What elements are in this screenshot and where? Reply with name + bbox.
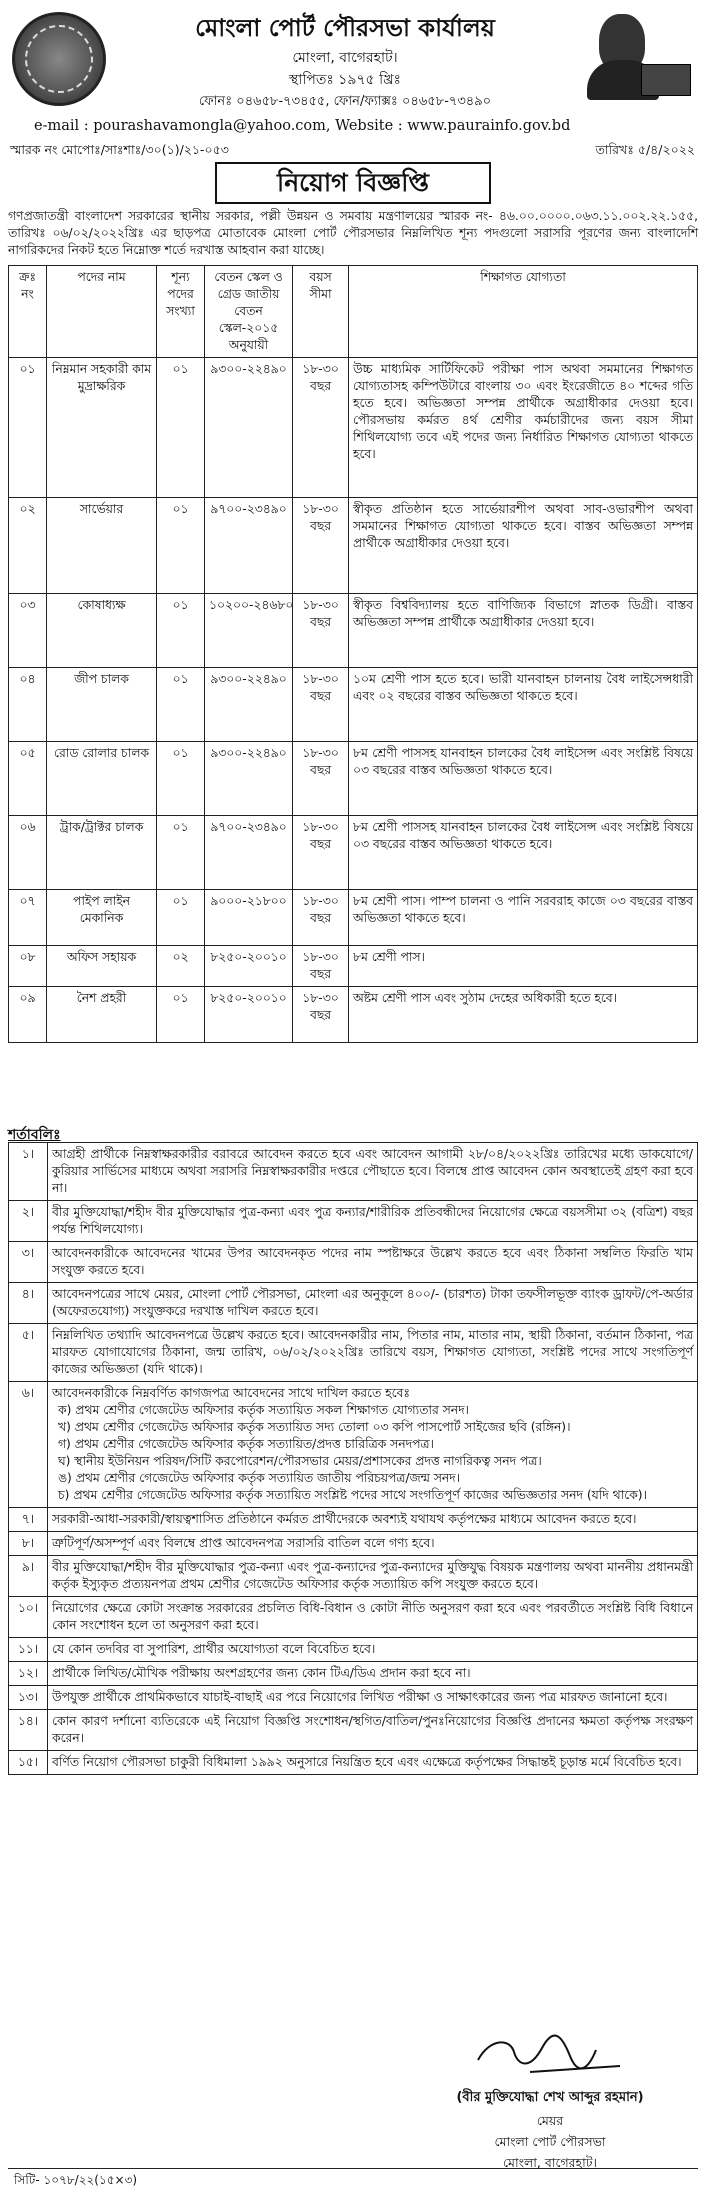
count-cell: ০১ — [157, 742, 205, 816]
conditions-heading: শর্তাবলিঃ — [8, 1127, 61, 1143]
condition-row — [9, 1143, 698, 1201]
condition-text: নিম্নলিখিত তথ্যাদি আবেদনপত্রে উল্লেখ করতে হবে। আবেদনকারীর নাম, পিতার নাম, মাতার নাম, স্থায়ী ঠিকানা, বর্তমান ঠিকানা, পত্র মারফত যোগাযোগের ঠিকানা, জন্ম তারিখ, ০৬/০২/২০২২খ্রিঃ তারিখে বয়স, শিক্ষাগত যোগ্যতা, সংশ্লিষ্ট পদের সাথে সংগতিপূর্ণ কাজের অভিজ্ঞতা (যদি থাকে)। — [48, 1324, 698, 1382]
scale-cell: ৯৩০০-২২৪৯০ — [205, 358, 293, 498]
condition-row — [9, 1283, 698, 1324]
header-scale: বেতন স্কেল ও গ্রেড জাতীয় বেতন স্কেল-২০১৫ অনুযায়ী — [205, 266, 293, 358]
scale-cell: ৮২৫০-২০০১০ — [205, 987, 293, 1043]
post-cell: ট্রাক/ট্রাক্টর চালক — [47, 816, 157, 890]
count-cell: ০১ — [157, 498, 205, 594]
mayor-signature — [470, 2030, 630, 2080]
vacancy-table — [8, 265, 698, 1043]
condition-text: নিয়োগের ক্ষেত্রে কোটা সংক্রান্ত সরকারের প্রচলিত বিধি-বিধান ও কোটা নীতি অনুসরণ করা হবে এবং পরবর্তীতে সংশ্লিষ্ট বিধি বিধানে কোন সংশোধন হলে তা অনুসরণ করা হবে। — [48, 1597, 698, 1638]
header-count: শূন্য পদের সংখ্যা — [157, 266, 205, 358]
condition-text: আবেদনকারীকে নিম্নবর্ণিত কাগজপত্র আবেদনের সাথে দাখিল করতে হবেঃ — [52, 1386, 410, 1400]
condition-number: ৩। — [9, 1242, 48, 1283]
scale-cell: ৯৩০০-২২৪৯০ — [205, 668, 293, 742]
condition-text: বীর মুক্তিযোদ্ধা/শহীদ বীর মুক্তিযোদ্ধার পুত্র-কন্যা এবং পুত্র কন্যার/শারীরিক প্রতিবন্ধীদের নিয়োগের ক্ষেত্রে বয়সসীমা ৩২ (বত্রিশ) বছর পর্যন্ত শিথিলযোগ্য। — [48, 1201, 698, 1242]
post-cell: রোড রোলার চালক — [47, 742, 157, 816]
office-title: মোংলা পোর্ট পৌরসভা কার্যালয় — [195, 14, 495, 42]
condition-text: আগ্রহী প্রার্থীকে নিম্নস্বাক্ষরকারীর বরাবরে আবেদন করতে হবে এবং আবেদন আগামী ২৮/০৪/২০২২খ্রিঃ তারিখের মধ্যে ডাকযোগে/কুরিয়ার সার্ভিসের মাধ্যমে অথবা সরাসরি নিম্নস্বাক্ষরকারীর দপ্তরে পৌছাতে হবে। বিলম্বে প্রাপ্ত আবেদন কোন অবস্থাতেই গ্রহণ করা হবে না। — [48, 1143, 698, 1201]
intro-paragraph: গণপ্রজাতন্ত্রী বাংলাদেশ সরকারের স্থানীয় সরকার, পল্লী উন্নয়ন ও সমবায় মন্ত্রণালয়ের স্মারক নং- ৪৬.০০.০০০০.০৬৩.১১.০০২.২২.১৫৫, তারিখঃ ০৬/০২/২০২২খ্রিঃ এর ছাড়পত্র মোতাবেক মোংলা পোর্ট পৌরসভার নিম্নলিখিত শূন্য পদগুলো সরাসরি পূরণের জন্য বাংলাদেশি নাগরিকদের নিকট হতে নিম্নোক্ত শর্তে দরখাস্ত আহবান করা যাচ্ছে। — [8, 209, 698, 257]
qualification-cell: স্বীকৃত প্রতিষ্ঠান হতে সার্ভেয়ারশীপ অথবা সাব-ওভারশীপ অথবা সমমানের শিক্ষাগত যোগ্যতা থাকতে হবে। বাস্তব অভিজ্ঞতা সম্পন্ন প্রার্থীকে অগ্রাধীকার দেওয়া হবে। — [349, 498, 698, 594]
publication-code: সিটি- ১০৭৮/২২(১৫×৩) — [14, 2173, 138, 2187]
condition-text: সরকারী-আধা-সরকারী/স্বায়ত্বশাসিত প্রতিষ্ঠানে কর্মরত প্রার্থীদেরকে অবশ্যই যথাযথ কর্তৃপক্ষের মাধ্যমে আবেদন করতে হবে। — [48, 1508, 698, 1532]
serial-cell: ০১ — [9, 358, 47, 498]
condition-row — [9, 1508, 698, 1532]
conditions-table — [8, 1142, 698, 1775]
count-cell: ০২ — [157, 946, 205, 987]
qualification-cell: স্বীকৃত বিশ্ববিদ্যালয় হতে বাণিজ্যিক বিভাগে স্নাতক ডিগ্রী। বাস্তব অভিজ্ঞতা সম্পন্ন প্রার্থীকে অগ্রাধীকার দেওয়া হবে। — [349, 594, 698, 668]
memo-date: তারিখঃ ৫/৪/২০২২ — [595, 142, 695, 157]
age-cell: ১৮-৩০ বছর — [293, 987, 349, 1043]
age-cell: ১৮-৩০ বছর — [293, 358, 349, 498]
serial-cell: ০৫ — [9, 742, 47, 816]
condition-number: ৫। — [9, 1324, 48, 1382]
bangabandhu-portrait-image — [581, 8, 691, 100]
serial-cell: ০৩ — [9, 594, 47, 668]
memo-line — [10, 142, 695, 162]
table-row — [9, 890, 698, 946]
signatory-designation: মেয়র — [536, 2113, 564, 2128]
age-cell: ১৮-৩০ বছর — [293, 668, 349, 742]
condition-row — [9, 1242, 698, 1283]
condition-row — [9, 1324, 698, 1382]
table-row — [9, 987, 698, 1043]
count-cell: ০১ — [157, 594, 205, 668]
notice-title: নিয়োগ বিজ্ঞপ্তি — [215, 162, 491, 204]
condition-row — [9, 1686, 698, 1710]
post-cell: সার্ভেয়ার — [47, 498, 157, 594]
condition-text-with-list — [48, 1382, 698, 1508]
count-cell: ০১ — [157, 816, 205, 890]
mujib-borsho-logo — [641, 64, 691, 96]
office-address: মোংলা, বাগেরহাট। — [292, 50, 398, 66]
condition-text: আবেদনপত্রের সাথে মেয়র, মোংলা পোর্ট পৌরসভা, মোংলা এর অনুকূলে ৪০০/- (চারশত) টাকা তফসীলভূক্ত ব্যাংক ড্রাফট/পে-অর্ডার (অফেরতযোগ্য) সংযুক্তকরে দরখাস্ত দাখিল করতে হবে। — [48, 1283, 698, 1324]
post-cell: অফিস সহায়ক — [47, 946, 157, 987]
count-cell: ০১ — [157, 890, 205, 946]
condition-text: বীর মুক্তিযোদ্ধা/শহীদ বীর মুক্তিযোদ্ধার পুত্র-কন্যা এবং পুত্র-কন্যাদের পুত্র-কন্যাদের মুক্তিযুদ্ধ বিষয়ক মন্ত্রণালয় অথবা মাননীয় প্রধানমন্ত্রী কর্তৃক ইস্যুকৃত প্রত্যয়নপত্র প্রথম শ্রেণীর গেজেটেড অফিসার কর্তৃক সত্যায়িত কপি সংযুক্ত করতে হবে। — [48, 1556, 698, 1597]
condition-text: কোন কারণ দর্শানো ব্যতিরেকে এই নিয়োগ বিজ্ঞপ্তি সংশোধন/স্থগিত/বাতিল/পুনঃনিয়োগের বিজ্ঞপ্তি প্রদানের ক্ষমতা কর্তৃপক্ষ সংরক্ষণ করেন। — [48, 1710, 698, 1751]
condition-text: যে কোন তদবির বা সুপারিশ, প্রার্থীর অযোগ্যতা বলে বিবেচিত হবে। — [48, 1638, 698, 1662]
condition-row — [9, 1597, 698, 1638]
condition-row — [9, 1556, 698, 1597]
signatory-office: মোংলা পোর্ট পৌরসভা — [494, 2134, 606, 2149]
qualification-cell: ৮ম শ্রেণী পাসসহ যানবাহন চালকের বৈধ লাইসেন্স এবং সংশ্লিষ্ট বিষয়ে ০৩ বছরের বাস্তব অভিজ্ঞতা থাকতে হবে। — [349, 742, 698, 816]
document-item: ঙ) প্রথম শ্রেণীর গেজেটেড অফিসার কর্তৃক সত্যায়িত জাতীয় পরিচয়পত্র/জন্ম সনদ। — [58, 1471, 461, 1485]
condition-row — [9, 1201, 698, 1242]
condition-row — [9, 1382, 698, 1508]
document-item: ঘ) স্থানীয় ইউনিয়ন পরিষদ/সিটি করপোরেশন/পৌরসভার মেয়র/প্রশাসকের প্রদত্ত নাগরিকত্ব সনদ পত্র। — [58, 1454, 542, 1468]
serial-cell: ০৯ — [9, 987, 47, 1043]
condition-number: ১২। — [9, 1662, 48, 1686]
count-cell: ০১ — [157, 358, 205, 498]
memo-number: স্মারক নং মোপোঃ/সাঃশাঃ/৩০(১)/২১-০৫৩ — [10, 142, 229, 157]
scale-cell: ৯০০০-২১৮০০ — [205, 890, 293, 946]
signature-scribble — [470, 2030, 630, 2080]
age-cell: ১৮-৩০ বছর — [293, 890, 349, 946]
condition-row — [9, 1532, 698, 1556]
scale-cell: ৮২৫০-২০০১০ — [205, 946, 293, 987]
municipality-seal-logo — [12, 12, 106, 106]
condition-text: ত্রুটিপূর্ণ/অসম্পূর্ণ এবং বিলম্বে প্রাপ্ত আবেদনপত্র সরাসরি বাতিল বলে গণ্য হবে। — [48, 1532, 698, 1556]
serial-cell: ০৮ — [9, 946, 47, 987]
serial-cell: ০৭ — [9, 890, 47, 946]
age-cell: ১৮-৩০ বছর — [293, 498, 349, 594]
header-qualification: শিক্ষাগত যোগ্যতা — [349, 266, 698, 358]
email-website: e-mail : pourashavamongla@yahoo.com, Website : www.paurainfo.gov.bd — [34, 118, 571, 134]
phone-fax: ফোনঃ ০৪৬৫৮-৭৩৪৫৫, ফোন/ফ্যাক্সঃ ০৪৬৫৮-৭৩৪৯০ — [198, 94, 492, 109]
post-cell: জীপ চালক — [47, 668, 157, 742]
document-item: ক) প্রথম শ্রেণীর গেজেটেড অফিসার কর্তৃক সত্যায়িত সকল শিক্ষাগত যোগ্যতার সনদ। — [58, 1403, 469, 1417]
count-cell: ০১ — [157, 987, 205, 1043]
condition-number: ১৪। — [9, 1710, 48, 1751]
condition-number: ১৩। — [9, 1686, 48, 1710]
qualification-cell: ৮ম শ্রেণী পাসসহ যানবাহন চালকের বৈধ লাইসেন্স এবং সংশ্লিষ্ট বিষয়ে ০৩ বছরের বাস্তব অভিজ্ঞতা থাকতে হবে। — [349, 816, 698, 890]
scale-cell: ১০২০০-২৪৬৮০ — [205, 594, 293, 668]
condition-number: ১১। — [9, 1638, 48, 1662]
age-cell: ১৮-৩০ বছর — [293, 816, 349, 890]
table-row — [9, 816, 698, 890]
qualification-cell: ৮ম শ্রেণী পাস। পাম্প চালনা ও পানি সরবরাহ কাজে ০৩ বছরের বাস্তব অভিজ্ঞতা থাকতে হবে। — [349, 890, 698, 946]
condition-text: উপযুক্ত প্রার্থীকে প্রাথমিকভাবে যাচাই-বাছাই এর পরে নিয়োগের লিখিত পরীক্ষা ও সাক্ষাৎকারের জন্য পত্র মারফত জানানো হবে। — [48, 1686, 698, 1710]
document-item: খ) প্রথম শ্রেণীর গেজেটেড অফিসার কর্তৃক সত্যায়িত সদ্য তোলা ০৩ কপি পাসপোর্ট সাইজের ছবি (রঙ্গিন)। — [58, 1420, 571, 1434]
condition-number: ১। — [9, 1143, 48, 1201]
established-year: স্থাপিতঃ ১৯৭৫ খ্রিঃ — [289, 72, 401, 88]
post-cell: পাইপ লাইন মেকানিক — [47, 890, 157, 946]
condition-text: বর্ণিত নিয়োগ পৌরসভা চাকুরী বিধিমালা ১৯৯২ অনুসারে নিয়ন্ত্রিত হবে এবং এক্ষেত্রে কর্তৃপক্ষের সিদ্ধান্তই চূড়ান্ত মর্মে বিবেচিত হবে। — [48, 1751, 698, 1775]
table-row — [9, 742, 698, 816]
signatory-place: মোংলা, বাগেরহাট। — [502, 2155, 598, 2170]
condition-number: ১৫। — [9, 1751, 48, 1775]
header-serial: ক্রঃ নং — [9, 266, 47, 358]
condition-number: ৬। — [9, 1382, 48, 1508]
bottom-divider — [8, 2168, 698, 2169]
signatory-name: (বীর মুক্তিযোদ্ধা শেখ আব্দুর রহমান) — [456, 2090, 644, 2105]
scale-cell: ৯৩০০-২২৪৯০ — [205, 742, 293, 816]
post-cell: কোষাধ্যক্ষ — [47, 594, 157, 668]
qualification-cell: ১০ম শ্রেণী পাস হতে হবে। ভারী যানবাহন চালনায় বৈধ লাইসেন্সধারী এবং ০২ বছরের বাস্তব অভিজ্ঞতা থাকতে হবে। — [349, 668, 698, 742]
table-row — [9, 668, 698, 742]
condition-text: প্রার্থীকে লিখিত/মৌখিক পরীক্ষায় অংশগ্রহণের জন্য কোন টিএ/ডিএ প্রদান করা হবে না। — [48, 1662, 698, 1686]
condition-row — [9, 1662, 698, 1686]
post-cell: নিম্নমান সহকারী কাম মুদ্রাক্ষরিক — [47, 358, 157, 498]
condition-number: ৮। — [9, 1532, 48, 1556]
scale-cell: ৯৭০০-২৩৪৯০ — [205, 498, 293, 594]
condition-number: ১০। — [9, 1597, 48, 1638]
condition-row — [9, 1710, 698, 1751]
table-row — [9, 498, 698, 594]
header-age: বয়স সীমা — [293, 266, 349, 358]
condition-number: ৭। — [9, 1508, 48, 1532]
document-item: গ) প্রথম শ্রেণীর গেজেটেড অফিসার কর্তৃক সত্যায়িত/প্রদত্ত চারিত্রিক সনদপত্র। — [58, 1437, 434, 1451]
header-post: পদের নাম — [47, 266, 157, 358]
qualification-cell: উচ্চ মাধ্যমিক সার্টিফিকেট পরীক্ষা পাস অথবা সমমানের শিক্ষাগত যোগ্যতাসহ কম্পিউটারে বাংলায় ৩০ এবং ইংরেজীতে ৪০ শব্দের গতি হতে হবে। অভিজ্ঞতা সম্পন্ন প্রার্থীকে অগ্রাধীকার দেওয়া হবে। পৌরসভায় কর্মরত ৪র্থ শ্রেণীর কর্মচারীদের জন্য বয়স সীমা শিথিলযোগ্য তবে এই পদের জন্য নির্ধারিত শিক্ষাগত যোগ্যতা থাকতে হবে। — [349, 358, 698, 498]
age-cell: ১৮-৩০ বছর — [293, 594, 349, 668]
qualification-cell: ৮ম শ্রেণী পাস। — [349, 946, 698, 987]
post-cell: নৈশ প্রহরী — [47, 987, 157, 1043]
condition-text: আবেদনকারীকে আবেদনের খামের উপর আবেদনকৃত পদের নাম স্পষ্টাক্ষরে উল্লেখ করতে হবে এবং ঠিকানা সম্বলিত ফিরতি খাম সংযুক্ত করতে হবে। — [48, 1242, 698, 1283]
scale-cell: ৯৭০০-২৩৪৯০ — [205, 816, 293, 890]
condition-number: ৯। — [9, 1556, 48, 1597]
table-row — [9, 946, 698, 987]
condition-row — [9, 1638, 698, 1662]
table-row — [9, 594, 698, 668]
qualification-cell: অষ্টম শ্রেণী পাস এবং সুঠাম দেহের অধিকারী হতে হবে। — [349, 987, 698, 1043]
age-cell: ১৮-৩০ বছর — [293, 742, 349, 816]
age-cell: ১৮-৩০ বছর — [293, 946, 349, 987]
condition-number: ৪। — [9, 1283, 48, 1324]
table-header-row — [9, 266, 698, 358]
table-row — [9, 358, 698, 498]
condition-row — [9, 1751, 698, 1775]
serial-cell: ০২ — [9, 498, 47, 594]
condition-number: ২। — [9, 1201, 48, 1242]
serial-cell: ০৬ — [9, 816, 47, 890]
document-item: চ) প্রথম শ্রেণীর গেজেটেড অফিসার কর্তৃক সত্যায়িত সংশ্লিষ্ট পদের সাথে সংগতিপূর্ণ কাজের অভিজ্ঞতার সনদ (যদি থাকে)। — [58, 1488, 647, 1502]
serial-cell: ০৪ — [9, 668, 47, 742]
count-cell: ০১ — [157, 668, 205, 742]
